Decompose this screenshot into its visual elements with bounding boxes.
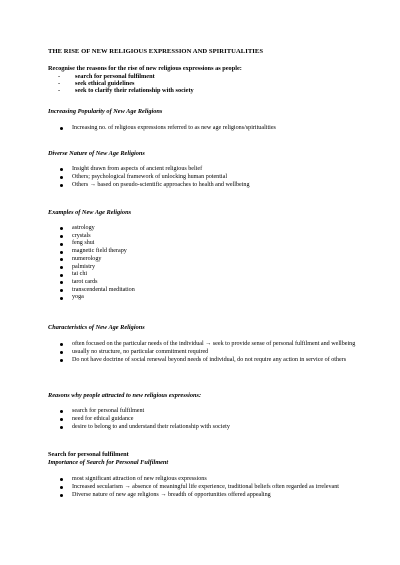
list-item: Diverse nature of new age religions → breadth of opportunities offered appealing bbox=[60, 492, 360, 500]
list-item: astrology bbox=[60, 225, 360, 233]
section-subheading: Importance of Search for Personal Fulfilment bbox=[48, 459, 169, 466]
intro-heading: Recognise the reasons for the rise of new religious expressions as people: bbox=[48, 65, 242, 72]
list-item: tai chi bbox=[60, 271, 360, 279]
bullet-list bbox=[60, 125, 360, 133]
bullet-list bbox=[60, 225, 360, 302]
list-item: feng shui bbox=[60, 240, 360, 248]
list-item: yoga bbox=[60, 294, 360, 302]
list-item: numerology bbox=[60, 256, 360, 264]
list-item: Increasing no. of religious expressions referred to as new age religions/spiritualities bbox=[60, 125, 360, 133]
list-item: transcendental meditation bbox=[60, 287, 360, 295]
section-heading: Diverse Nature of New Age Religions bbox=[48, 150, 145, 157]
list-item: Others → based on pseudo-scientific approaches to health and wellbeing bbox=[60, 182, 360, 190]
document-title: THE RISE OF NEW RELIGIOUS EXPRESSION AND SPIRITUALITIES bbox=[48, 48, 264, 55]
section-heading: Reasons why people attracted to new religious expressions: bbox=[48, 392, 202, 399]
list-item: usually no structure, no particular commitment required bbox=[60, 349, 360, 357]
bullet-list bbox=[60, 166, 360, 189]
list-item: search for personal fulfilment bbox=[60, 408, 360, 416]
list-item: most significant attraction of new religious expressions bbox=[60, 476, 360, 484]
list-item: magnetic field therapy bbox=[60, 248, 360, 256]
list-item: Insight drawn from aspects of ancient religious belief bbox=[60, 166, 360, 174]
bullet-list bbox=[60, 341, 360, 364]
list-item: tarot cards bbox=[60, 279, 360, 287]
section-heading: Search for personal fulfilment bbox=[48, 451, 129, 458]
section-heading: Examples of New Age Religions bbox=[48, 209, 132, 216]
list-item: need for ethical guidance bbox=[60, 416, 360, 424]
list-item: often focused on the particular needs of the individual → seek to provide sense of personal fulfilment and wellbeing bbox=[60, 341, 360, 349]
list-item: palmistry bbox=[60, 264, 360, 272]
list-item: - seek to clarify their relationship with society bbox=[58, 86, 194, 94]
bullet-list bbox=[60, 476, 360, 499]
bullet-list bbox=[60, 408, 360, 431]
list-item: Others; psychological framework of unlocking human potential bbox=[60, 174, 360, 182]
list-item: Do not have doctrine of social renewal beyond needs of individual, do not require any action in service of others bbox=[60, 357, 360, 365]
section-heading: Increasing Popularity of New Age Religions bbox=[48, 108, 163, 115]
list-item: crystals bbox=[60, 233, 360, 241]
list-item: - seek ethical guidelines bbox=[58, 79, 135, 87]
section-heading: Characteristics of New Age Religions bbox=[48, 324, 145, 331]
intro-list bbox=[58, 74, 194, 95]
list-item: Increased secularism → absence of meaningful life experience, traditional beliefs often regarded as irrelevant bbox=[60, 484, 360, 492]
list-item: desire to belong to and understand their relationship with society bbox=[60, 424, 360, 432]
list-item: - search for personal fulfilment bbox=[58, 73, 155, 80]
